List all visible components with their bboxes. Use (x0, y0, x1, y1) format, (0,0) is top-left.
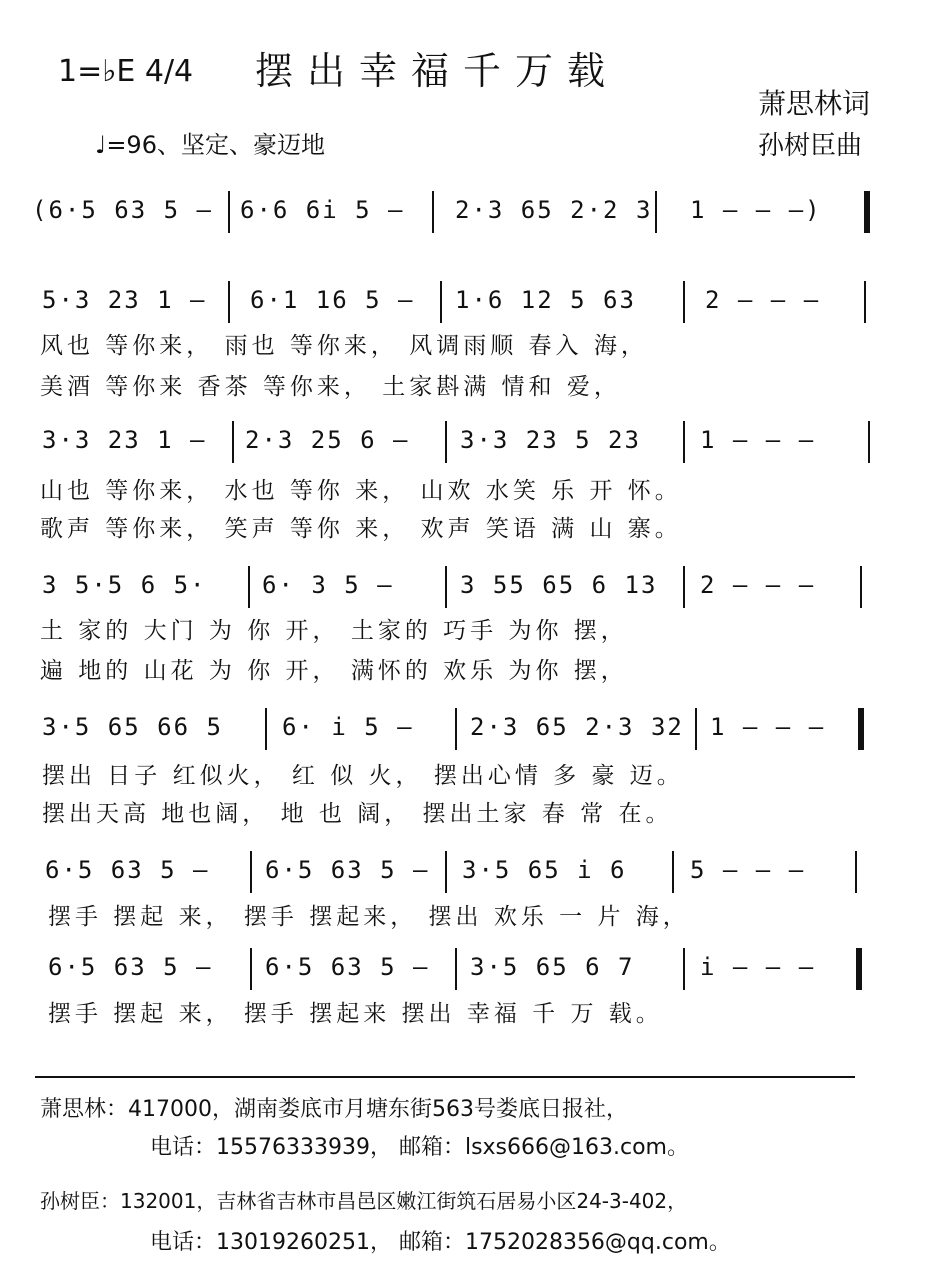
measure: 3 5·5 6 5· (42, 571, 207, 599)
measure: 1 — — — (700, 426, 816, 454)
measure: 6·1 16 5 — (250, 286, 415, 314)
measure: 2 — — — (705, 286, 821, 314)
barline (445, 851, 447, 893)
tempo-marking: ♩=96、坚定、豪迈地 (95, 131, 325, 159)
barline (855, 851, 857, 893)
intro-measure-2: 6·6 6i 5 — (240, 196, 405, 224)
measure: 3 55 65 6 13 (460, 571, 658, 599)
contact-composer-address: 孙树臣：132001，吉林省吉林市昌邑区嫩江街筑石居易小区24-3-402， (40, 1189, 688, 1213)
barline (455, 708, 457, 750)
lyrics-line-4a: 摆出 日子 红似火， 红 似 火， 摆出心情 多 豪 迈。 (42, 763, 684, 789)
lyricist-credit: 萧思林词 (758, 87, 871, 120)
lyrics-line-3a: 土 家的 大门 为 你 开， 土家的 巧手 为你 摆， (40, 618, 628, 644)
measure: 2 — — — (700, 571, 816, 599)
measure: 3·5 65 i 6 (462, 856, 627, 884)
barline (445, 566, 447, 608)
intro-measure-1: (6·5 63 5 — (32, 196, 213, 224)
measure: 5·3 23 1 — (42, 286, 207, 314)
footer-divider (35, 1076, 855, 1078)
barline (868, 421, 870, 463)
barline (265, 708, 267, 750)
measure: 5 — — — (690, 856, 806, 884)
barline (864, 281, 866, 323)
intro-line (0, 195, 926, 265)
measure: 6· 3 5 — (262, 571, 394, 599)
lyrics-line-4b: 摆出天高 地也阔， 地 也 阔， 摆出土家 春 常 在。 (42, 801, 673, 827)
lyrics-line-2a: 山也 等你来， 水也 等你 来， 山欢 水笑 乐 开 怀。 (40, 478, 682, 504)
contact-lyricist-address: 萧思林：417000，湖南娄底市月塘东街563号娄底日报社， (40, 1097, 628, 1122)
barline (228, 281, 230, 323)
measure: 6·5 63 5 — (48, 953, 213, 981)
barline (672, 851, 674, 893)
barline (248, 566, 250, 608)
barline (655, 191, 657, 233)
barline (860, 566, 862, 608)
composer-credit: 孙树臣曲 (758, 131, 863, 161)
barline (683, 421, 685, 463)
contact-composer-phone-email: 电话：13019260251， 邮箱：1752028356@qq.com。 (150, 1230, 731, 1255)
measure: i — — — (700, 953, 816, 981)
lyrics-line-5: 摆手 摆起 来， 摆手 摆起来， 摆出 欢乐 一 片 海， (48, 904, 690, 930)
measure: 6·5 63 5 — (265, 953, 430, 981)
intro-measure-4: 1 — — —) (690, 196, 822, 224)
lyrics-line-1b: 美酒 等你来 香茶 等你来， 土家斟满 情和 爱， (40, 374, 621, 400)
measure: 3·3 23 5 23 (460, 426, 641, 454)
measure: 6·5 63 5 — (45, 856, 210, 884)
key-signature: 1=♭E 4/4 (58, 54, 194, 89)
barline (250, 851, 252, 893)
measure: 2·3 65 2·3 32 (470, 713, 684, 741)
lyrics-line-3b: 遍 地的 山花 为 你 开， 满怀的 欢乐 为你 摆， (40, 658, 628, 684)
measure: 3·5 65 66 5 (42, 713, 223, 741)
contact-lyricist-phone-email: 电话：15576333939， 邮箱：lsxs666@163.com。 (150, 1135, 689, 1160)
measure: 3·5 65 6 7 (470, 953, 635, 981)
lyrics-line-1a: 风也 等你来， 雨也 等你来， 风调雨顺 春入 海， (40, 333, 648, 359)
barline (445, 421, 447, 463)
measure: 6·5 63 5 — (265, 856, 430, 884)
lyrics-line-2b: 歌声 等你来， 笑声 等你 来， 欢声 笑语 满 山 寨。 (40, 516, 682, 542)
measure: 6· i 5 — (282, 713, 414, 741)
barline (683, 281, 685, 323)
barline (440, 281, 442, 323)
intro-measure-3: 2·3 65 2·2 3 (455, 196, 653, 224)
barline (232, 421, 234, 463)
end-barline (864, 191, 870, 233)
barline (432, 191, 434, 233)
measure: 2·3 25 6 — (245, 426, 410, 454)
barline (683, 566, 685, 608)
measure: 3·3 23 1 — (42, 426, 207, 454)
song-title: 摆出幸福千万载 (255, 49, 620, 93)
barline (228, 191, 230, 233)
lyrics-line-6: 摆手 摆起 来， 摆手 摆起来 摆出 幸福 千 万 载。 (48, 1001, 663, 1027)
repeat-barline (858, 708, 864, 750)
barline (250, 948, 252, 990)
barline (683, 948, 685, 990)
measure: 1 — — — (710, 713, 826, 741)
measure: 1·6 12 5 63 (455, 286, 636, 314)
barline (455, 948, 457, 990)
end-barline (856, 948, 862, 990)
barline (695, 708, 697, 750)
